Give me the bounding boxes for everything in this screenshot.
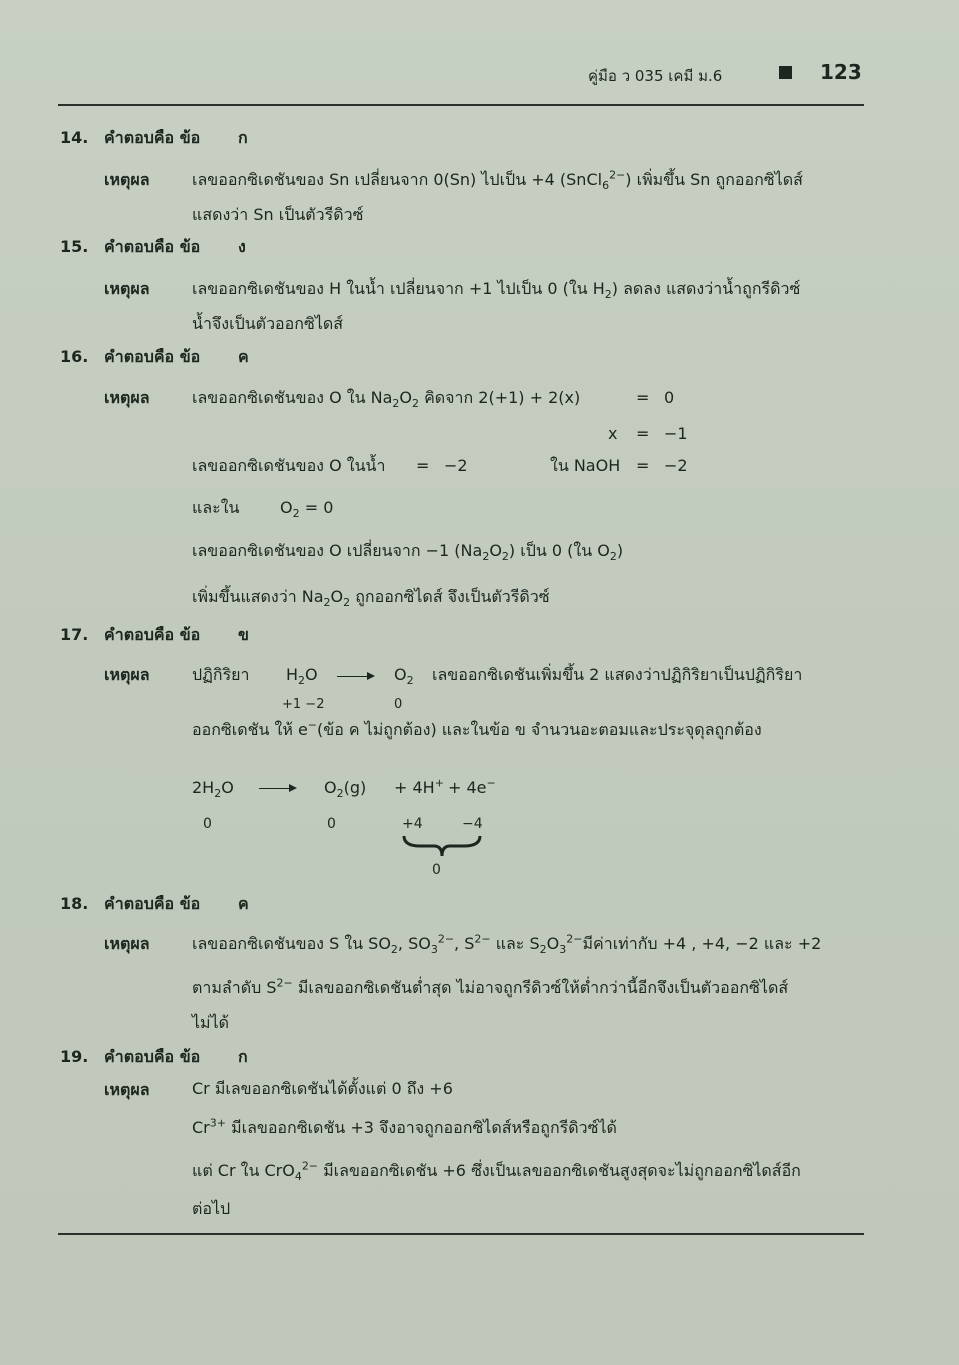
q17-ox-sum: 0 — [432, 862, 441, 878]
q17-reason-label: เหตุผล — [104, 665, 150, 684]
q17-h2o-formula: $H_2O$ — [286, 665, 318, 688]
q17-ox-left: +1 −2 — [282, 697, 325, 712]
bullet-square-icon — [779, 66, 792, 79]
q16-eq1-value: 0 — [664, 388, 675, 407]
q17-eq-2h2o: $2H_2O$ — [192, 778, 234, 801]
q17-ox-right: 0 — [394, 697, 403, 712]
q19-line2: $Cr^{3+}$ มีเลขออกซิเดชัน +3 จึงอาจถูกออกซิไดส์หรือถูกรีดิวซ์ได้ — [192, 1116, 617, 1137]
q17-number: 17. — [60, 625, 89, 644]
q17-line2: ออกซิเดชัน ให้ e−(ข้อ ค ไม่ถูกต้อง) และในข้อ ข จำนวนอะตอมและประจุดุลถูกต้อง — [192, 718, 762, 739]
q17-eq-4e: + 4e− — [448, 776, 496, 797]
q15-answer-label: คำตอบคือ ข้อ — [104, 237, 201, 256]
q14-line1: เลขออกซิเดชันของ Sn เปลี่ยนจาก 0(Sn) ไปเป็น +4 (SnCl$_6^{2-}$) เพิ่มขึ้น Sn ถูกออกซิไดส์ — [192, 168, 803, 193]
q16-answer-label: คำตอบคือ ข้อ — [104, 347, 201, 366]
q17-ox-o2: 0 — [327, 816, 336, 832]
q17-ox-4e: −4 — [462, 816, 483, 832]
q18-number: 18. — [60, 894, 89, 913]
q16-line6: เพิ่มขึ้นแสดงว่า $Na_2O_2$ ถูกออกซิไดส์ จึงเป็นตัวรีดิวซ์ — [192, 587, 550, 610]
q18-line1: เลขออกซิเดชันของ S ใน $SO_2$, $SO_3^{2-}$, $S^{2-}$ และ $S_2O_3^{2-}$มีค่าเท่ากับ +4 , +4, −2 และ +2 — [192, 932, 822, 957]
q17-ox-4h: +4 — [402, 816, 423, 832]
q17-ox-h2o: 0 — [203, 816, 212, 832]
q19-line4: ต่อไป — [192, 1199, 231, 1218]
q17-answer-label: คำตอบคือ ข้อ — [104, 625, 201, 644]
q19-line3: แต่ Cr ใน CrO$_4^{2-}$ มีเลขออกซิเดชัน +6 ซึ่งเป็นเลขออกซิเดชันสูงสุดจะไม่ถูกออกซิไดส์อีก — [192, 1159, 801, 1184]
q15-choice: ง — [238, 237, 246, 256]
q16-naoh-text: ใน NaOH — [550, 456, 621, 475]
q17-equation-arrow-icon — [259, 788, 295, 789]
q16-eq2-sign: = — [636, 424, 650, 443]
q18-line3: ไม่ได้ — [192, 1013, 230, 1032]
q17-eq-4h: + 4H+ — [394, 776, 444, 797]
q14-answer-label: คำตอบคือ ข้อ — [104, 128, 201, 147]
q15-line1: เลขออกซิเดชันของ H ในน้ำ เปลี่ยนจาก +1 ไปเป็น 0 (ใน $H_2$) ลดลง แสดงว่าน้ำถูกรีดิวซ์ — [192, 279, 801, 302]
q19-choice: ก — [238, 1047, 248, 1066]
q16-o2-formula: $O_2 = 0$ — [280, 498, 334, 521]
q16-water-value: −2 — [444, 456, 468, 475]
q17-choice: ข — [238, 625, 249, 644]
q14-choice: ก — [238, 128, 248, 147]
q16-line5: เลขออกซิเดชันของ O เปลี่ยนจาก −1 $(Na_2O_2)$ เป็น 0 (ใน $O_2$) — [192, 541, 624, 564]
q16-choice: ค — [238, 347, 249, 366]
q17-o2-formula: $O_2$ — [394, 665, 414, 688]
q17-reaction-label: ปฏิกิริยา — [192, 665, 250, 684]
q19-number: 19. — [60, 1047, 89, 1066]
footer-rule — [58, 1233, 864, 1235]
q16-water-text: เลขออกซิเดชันของ O ในน้ำ — [192, 456, 386, 475]
q16-eq2-value: −1 — [664, 424, 688, 443]
page-number: 123 — [820, 60, 862, 84]
q16-eq1-sign: = — [636, 388, 650, 407]
header-rule — [58, 104, 864, 106]
q17-line1-rest: เลขออกซิเดชันเพิ่มขึ้น 2 แสดงว่าปฏิกิริยาเป็นปฏิกิริยา — [432, 665, 803, 684]
q19-reason-label: เหตุผล — [104, 1080, 150, 1099]
q18-choice: ค — [238, 894, 249, 913]
q16-naoh-value: −2 — [664, 456, 688, 475]
q16-naoh-eq: = — [636, 456, 650, 475]
q15-line2: น้ำจึงเป็นตัวออกซิไดส์ — [192, 314, 344, 333]
curly-brace-icon — [400, 834, 484, 860]
book-title: คู่มือ ว 035 เคมี ม.6 — [588, 67, 723, 85]
q19-answer-label: คำตอบคือ ข้อ — [104, 1047, 201, 1066]
q16-water-eq: = — [416, 456, 430, 475]
q16-x: x — [608, 424, 618, 443]
q18-answer-label: คำตอบคือ ข้อ — [104, 894, 201, 913]
q17-eq-o2g: $O_2(g)$ — [324, 778, 367, 801]
q18-line2: ตามลำดับ $S^{2-}$ มีเลขออกซิเดชันต่ำสุด ไม่อาจถูกรีดิวซ์ให้ต่ำกว่านี้อีกจึงเป็นตัวออกซิไดส์ — [192, 976, 789, 997]
q14-reason-label: เหตุผล — [104, 170, 150, 189]
q16-and-in: และใน — [192, 498, 240, 517]
q14-line2: แสดงว่า Sn เป็นตัวรีดิวซ์ — [192, 205, 364, 224]
q16-number: 16. — [60, 347, 89, 366]
q19-line1: Cr มีเลขออกซิเดชันได้ตั้งแต่ 0 ถึง +6 — [192, 1079, 453, 1098]
q16-line1: เลขออกซิเดชันของ O ใน $Na_2O_2$ คิดจาก 2(+1) + 2(x) — [192, 388, 581, 411]
q17-reaction-arrow-icon — [337, 676, 373, 677]
q14-number: 14. — [60, 128, 89, 147]
q18-reason-label: เหตุผล — [104, 934, 150, 953]
q15-number: 15. — [60, 237, 89, 256]
q16-reason-label: เหตุผล — [104, 388, 150, 407]
q15-reason-label: เหตุผล — [104, 279, 150, 298]
